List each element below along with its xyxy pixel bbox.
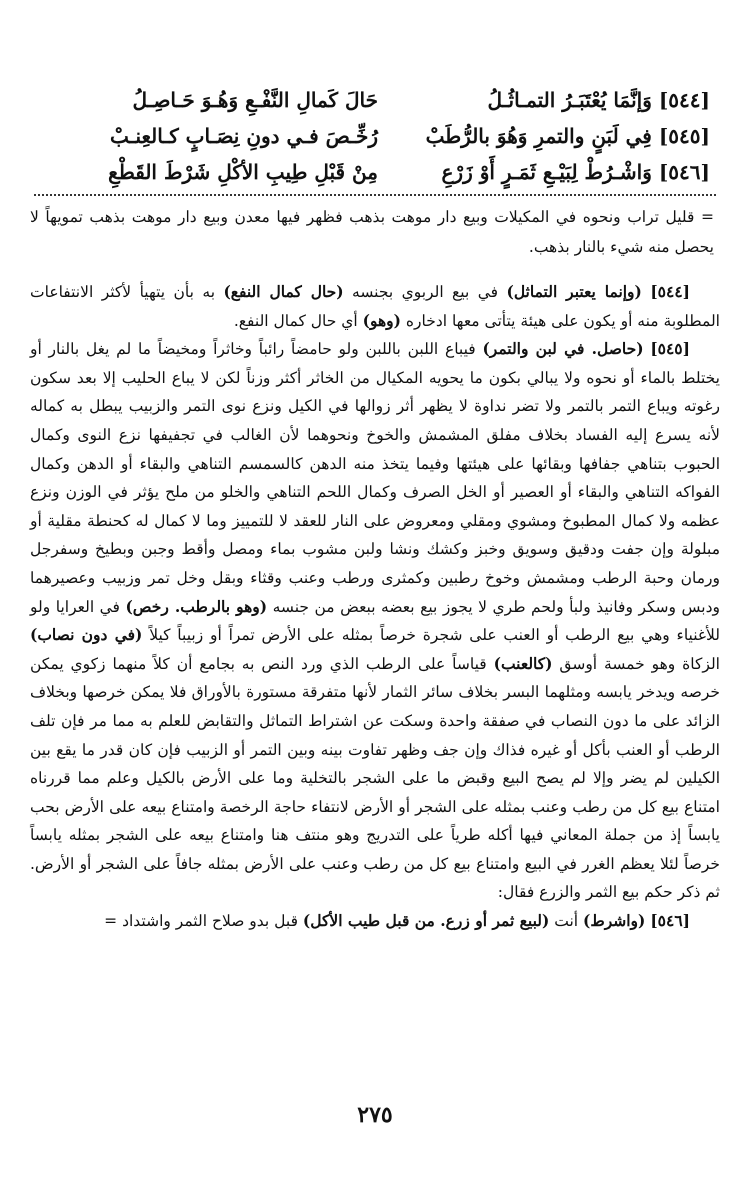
verse-number: [٥٤٥] (650, 339, 690, 359)
commentary-text: به بأن يتهيأ لأكثر الانتفاعات المطلوبة منه أو يكون على هيئة يتأتى معها ادخاره (30, 283, 720, 330)
page-number-text: ٢٧٥ (357, 1102, 393, 1128)
quoted-text: (وهو) (362, 310, 401, 330)
verse-number: [٥٤٦] (650, 911, 690, 931)
commentary-text: قياساً على الرطب الذي ورد النص به بجامع أن كلاً منهما زكوي يمكن خرصه ويدخر يابسه ومثلهما البسر بخلاف سائر الثمار لأنها متفرقة مستورة بالأوراق فلا يمكن خرصها وبخلاف الزائد على ما دون النصاب في صفقة واحدة وسكت عن اشتراط التماثل والتقابض للعلم به مما مر فإن تلف الرطب أو العنب بأكل أو غيره فذاك وإن جف وظهر تفاوت بينه وبين التمر أو الزبيب فإن كان قدر ما يقع بين الكيلين لم يضر وإلا لم يصح البيع وقبض ما على الشجر بالتخلية وما على الأرض بالكيل وعلم مما قررناه امتناع بيع كل من رطب وعنب بمثله على الشجر أو الأرض لانتفاء حاجة الرخصة وامتناع بيعه على الأرض بحب يابساً إذ من جملة المعاني فيها أكله طرياً على التدريج وهو منتف هنا وامتناع بيعه على الشجر بمثله يابساً خرصاً لئلا يعظم الغرر في البيع وامتناع بيع كل من رطب وعنب على الأرض بمثله جافاً على الشجر أو الأرض. ثم ذكر حكم بيع الثمر والزرع فقال: (30, 654, 720, 902)
verse-block (30, 82, 720, 190)
verse-row (30, 154, 720, 190)
quoted-text: (كالعنب) (493, 653, 553, 673)
verse-second-hemistich: رُخِّـصَ فـي دونِ نِصَـابٍ كـالعِنـبْ (109, 124, 378, 148)
quoted-text: (حاصل. في لبن والتمر) (482, 339, 644, 359)
dotted-divider (34, 194, 716, 196)
footnote-continuation: = قليل تراب ونحوه في المكيلات وبيع دار موهت بذهب فظهر فيها معدن وبيع دار موهت بذهب تمويهاً لا يحصل منه شيء بالنار بذهب. (30, 208, 714, 256)
page-content (30, 60, 720, 936)
commentary-paragraph-546 (30, 907, 720, 936)
commentary-text: قبل بدو صلاح الثمر واشتداد = (104, 912, 303, 931)
commentary-text: فيباع اللبن باللبن ولو حامضاً رائباً وخاثراً ومخيضاً ما لم يغل بالنار أو يختلط بالماء أو نحوه ولا يبالي بكون ما يحويه المكيال من الخاثر أكثر وزناً لكن لا يباع الحليب إلا بعد سكون رغوته ويباع التمر بالتمر ولا تضر نداوة لا يظهر أثر زوالها في الكيل ونزع نوى التمر والزبيب يبطل به كماله لأنه يسرع إليه الفساد بخلاف مفلق المشمش والخوخ ونحوهما لأن الغالب في تجفيفها نزع النوى وكمال الحبوب بتناهي جفافها وبقائها على هيئتها وفيما يتخذ منه الدهن كالسمسم التناهي والبقاء أو الدهن وكمال الفواكه التناهي والبقاء أو العصير أو الخل الصرف وكمال اللحم التناهي والخلو من ملح يؤثر في الوزن ونزع عظمه ولا كمال المطبوخ ومشوي ومقلي ومعروض على النار للعقد لا للتمييز وما لا كمال له كحنطة مقلية أو مبلولة وإن جفت ودقيق وسويق وخبز وكشك ونشا ولبن مشوب بماء ومصل وأقط وجبن وبطيخ وسفرجل ورمان وحبة الرطب ومشمش وخوخ رطبين وكمثرى ورطب وعنب وقثاء وبقل وخل تمر وزبيب وعصيرهما ودبس وسكر وفانيذ ولبأ ولحم طري لا يجوز بيع بعضه ببعض من جنسه (30, 340, 720, 616)
commentary-paragraph-545 (30, 335, 720, 907)
commentary-paragraph-544 (30, 278, 720, 335)
verse-first-hemistich: [٥٤٦] وَاشْـرُطْ لِبَيْـعِ ثَمَـرٍ أَوْ زَرْعِ (441, 160, 710, 184)
verse-first-hemistich: [٥٤٤] وَإنَّمَا يُعْتَبَـرُ التمـاثُـلُ (487, 88, 710, 112)
commentary-text: في العرايا ولو للأغنياء وهي بيع الرطب أو العنب على شجرة خرصاً بمثله على الأرض تمراً أو زبيباً كيلاً (30, 597, 720, 645)
quoted-text: (واشرط) (583, 911, 646, 931)
commentary-text: الزكاة وهو خمسة أوسق (552, 654, 720, 673)
quoted-text: (لبيع ثمر أو زرع. من قبل طيب الأكل) (302, 911, 550, 931)
quoted-text: (وإنما يعتبر التماثل) (506, 282, 642, 301)
quoted-text: (في دون نصاب) (30, 625, 143, 645)
page-number (0, 1102, 750, 1128)
commentary-text: أي حال كمال النفع. (233, 311, 363, 330)
verse-number: [٥٤٤] (650, 282, 690, 301)
verse-second-hemistich: حَالَ كَمالِ النَّفْـعِ وَهُـوَ حَـاصِـلُ (132, 88, 378, 112)
commentary-text: في بيع الربوي بجنسه (343, 283, 507, 301)
commentary (30, 278, 720, 936)
quoted-text: (وهو بالرطب. رخص) (125, 596, 268, 616)
verse-row (30, 82, 720, 118)
verse-second-hemistich: مِنْ قَبْلِ طِيبِ الأكْلِ شَرْطَ القَطْعِ (108, 160, 378, 184)
quoted-text: (حال كمال النفع) (223, 282, 344, 301)
verse-row (30, 118, 720, 154)
commentary-text: أنت (549, 912, 584, 931)
verse-first-hemistich: [٥٤٥] فِي لَبَنٍ والتمرِ وَهُوَ بالرُّطَبْ (425, 124, 710, 148)
